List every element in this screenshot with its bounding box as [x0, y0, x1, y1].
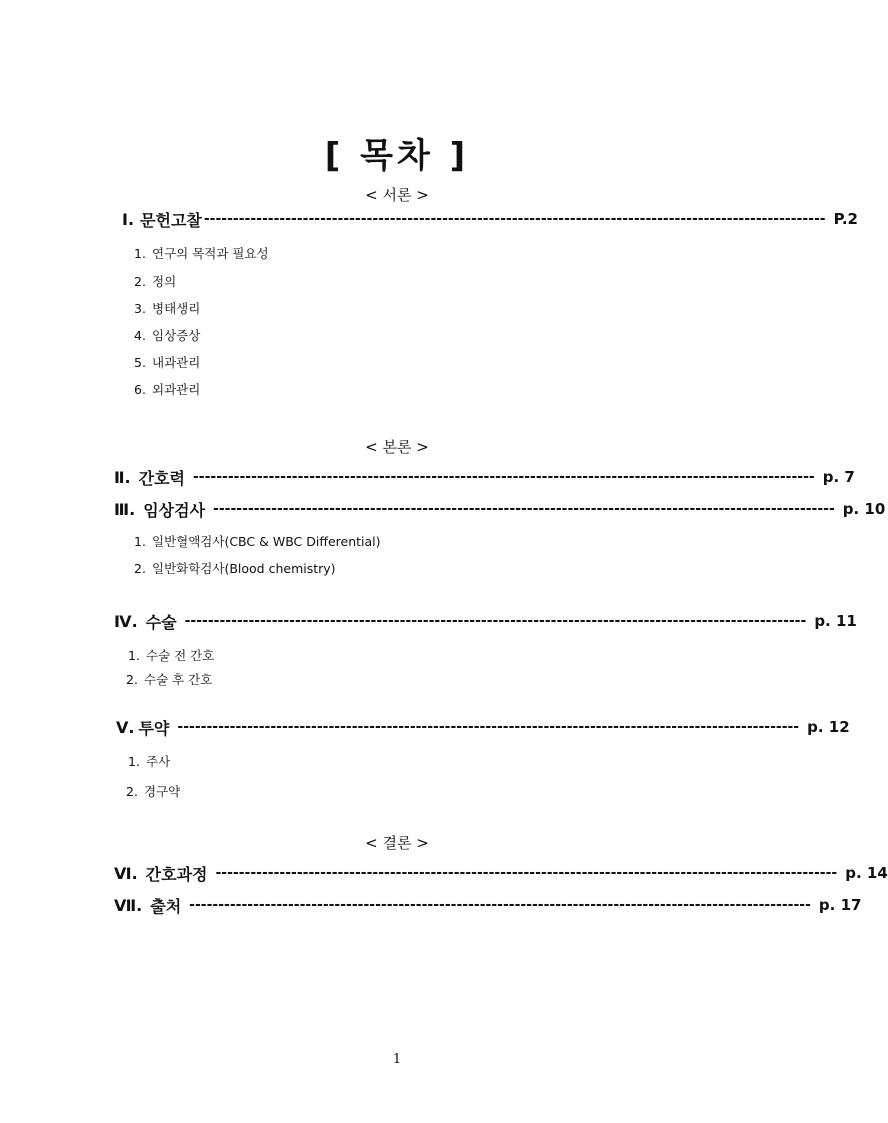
- subentry-number: 5.: [134, 355, 146, 370]
- subentry-label: 병태생리: [152, 301, 201, 316]
- toc-subentry[interactable]: [128, 752, 170, 770]
- section-conclusion-heading: < 결론 >: [365, 834, 429, 852]
- dot-leader: -----------------------------------------------------------------------------------------------------------: [213, 501, 835, 517]
- toc-entry-label: 출처: [150, 896, 182, 916]
- toc-entry-page: p. 12: [807, 718, 850, 736]
- dot-leader: -----------------------------------------------------------------------------------------------------------: [193, 469, 815, 485]
- toc-subentry[interactable]: [126, 670, 212, 688]
- toc-subentry[interactable]: [134, 326, 200, 344]
- toc-entry-label: 문헌고찰: [140, 210, 202, 230]
- toc-entry-label: 간호력: [138, 468, 185, 488]
- subentry-number: 1.: [128, 754, 140, 769]
- dot-leader: -----------------------------------------------------------------------------------------------------------: [189, 897, 811, 913]
- dot-leader: -----------------------------------------------------------------------------------------------------------: [184, 613, 807, 629]
- subentry-number: 3.: [134, 301, 146, 316]
- toc-entry-number: Ⅶ.: [114, 895, 143, 915]
- toc-entry-label: 수술: [145, 612, 177, 632]
- toc-entry-7[interactable]: [114, 893, 862, 917]
- toc-subentry[interactable]: [134, 244, 269, 262]
- subentry-label: 외과관리: [152, 382, 201, 397]
- toc-title: [ 목차 ]: [324, 136, 470, 176]
- dot-leader: -----------------------------------------------------------------------------------------------------------: [177, 719, 800, 735]
- subentry-label: 일반화학검사(Blood chemistry): [152, 561, 336, 576]
- subentry-number: 1.: [128, 648, 140, 663]
- subentry-number: 2.: [134, 274, 146, 289]
- toc-entry-5[interactable]: [116, 715, 850, 739]
- toc-entry-page: P.2: [833, 210, 858, 228]
- toc-subentry[interactable]: [134, 353, 200, 371]
- subentry-label: 정의: [152, 274, 177, 289]
- toc-entry-number: Ⅵ.: [114, 863, 138, 883]
- subentry-number: 1.: [134, 534, 146, 549]
- subentry-label: 수술 전 간호: [146, 648, 215, 663]
- dot-leader: -----------------------------------------------------------------------------------------------------------: [203, 211, 826, 227]
- subentry-label: 임상증상: [152, 328, 201, 343]
- subentry-number: 2.: [126, 784, 138, 799]
- toc-entry-page: p. 7: [822, 468, 855, 486]
- subentry-label: 일반혈액검사(CBC & WBC Differential): [152, 534, 381, 549]
- subentry-number: 6.: [134, 382, 146, 397]
- toc-entry-label: 간호과정: [145, 864, 208, 884]
- toc-entry-4[interactable]: [114, 609, 857, 633]
- toc-entry-page: p. 14: [845, 864, 888, 882]
- toc-entry-number: Ⅳ.: [114, 611, 138, 631]
- toc-entry-label: 임상검사: [143, 500, 206, 520]
- toc-entry-number: Ⅲ.: [114, 499, 136, 519]
- page-number: 1: [392, 1052, 402, 1067]
- subentry-label: 수술 후 간호: [144, 672, 213, 687]
- toc-entry-page: p. 17: [818, 896, 862, 914]
- subentry-label: 내과관리: [152, 355, 201, 370]
- section-body-heading: < 본론 >: [365, 438, 429, 456]
- toc-subentry[interactable]: [128, 646, 214, 664]
- toc-entry-number: Ⅱ.: [114, 467, 131, 487]
- section-intro-heading: < 서론 >: [365, 186, 429, 204]
- toc-entry-2[interactable]: [114, 465, 855, 489]
- toc-entry-page: p. 10: [842, 500, 886, 518]
- subentry-label: 주사: [146, 754, 171, 769]
- toc-entry-number: Ⅴ.: [116, 717, 135, 737]
- subentry-label: 경구약: [144, 784, 181, 799]
- toc-entry-page: p. 11: [814, 612, 857, 630]
- toc-subentry[interactable]: [134, 272, 176, 290]
- toc-entry-1[interactable]: [122, 207, 858, 231]
- toc-subentry[interactable]: [126, 782, 180, 800]
- subentry-number: 4.: [134, 328, 146, 343]
- subentry-label: 연구의 목적과 필요성: [152, 246, 269, 261]
- dot-leader: -----------------------------------------------------------------------------------------------------------: [215, 865, 838, 881]
- toc-subentry[interactable]: [134, 380, 200, 398]
- toc-subentry[interactable]: [134, 559, 336, 577]
- toc-entry-6[interactable]: [114, 861, 888, 885]
- toc-entry-label: 투약: [138, 718, 170, 738]
- subentry-number: 2.: [134, 561, 146, 576]
- toc-subentry[interactable]: [134, 299, 200, 317]
- subentry-number: 2.: [126, 672, 138, 687]
- toc-entry-3[interactable]: [114, 497, 886, 521]
- toc-subentry[interactable]: [134, 532, 381, 550]
- subentry-number: 1.: [134, 246, 146, 261]
- toc-entry-number: Ⅰ.: [122, 209, 135, 229]
